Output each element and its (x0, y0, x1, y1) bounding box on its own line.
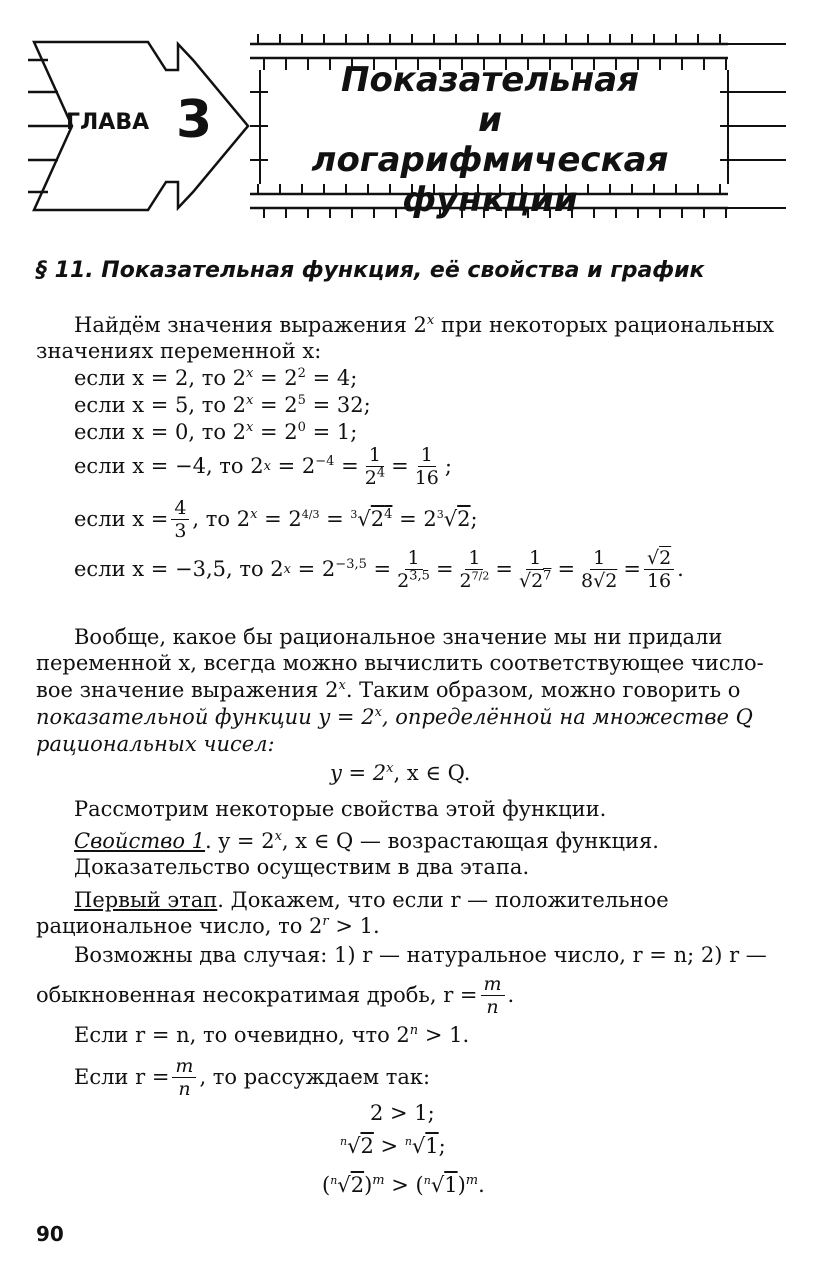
paragraph-2-line-3: вое значение выражения 2$^x$. Таким образом, можно говорить о (36, 678, 741, 702)
ex6-frac4: $\frac{1}{8√2}$ (581, 547, 618, 592)
stage-1-line-1 (74, 887, 669, 914)
section-title: § 11. Показательная функция, её свойства и график (36, 258, 705, 283)
ex6-math: = $2^{-3,5}$ = (290, 557, 392, 581)
if-r-equals-n: Если r = n, то очевидно, что $2^n > 1$. (74, 1023, 470, 1047)
formula-b: , x ∈ Q. (393, 761, 471, 785)
paragraph-2-line-2: переменной x, всегда можно вычислить соответствующее число- (36, 651, 764, 675)
stage1-l2-end: > 1. (328, 914, 380, 938)
chapter-title-line2: и логарифмическая (311, 100, 669, 180)
ex5-frac: $\frac{4}{3}$ (171, 497, 189, 542)
stage-1-line-2: рациональное число, то $2^r > 1$. (36, 914, 380, 938)
ex6-frac5: $\frac{√2}{16}$ (644, 547, 674, 592)
prop1-b: , x ∈ Q — возрастающая функция. (281, 829, 659, 853)
if-r-equals-m-n (74, 1055, 430, 1100)
p1-l1: Найдём значения выражения 2 (74, 313, 427, 337)
example-5 (74, 497, 478, 542)
chapter-label: ГЛАВА (66, 110, 150, 135)
property-1: Свойство 1. $y = 2^x$, x ∈ Q — возрастающая функция. (74, 829, 659, 853)
if-rmn-frac: $\frac{m}{n}$ (172, 1055, 196, 1100)
inequality-3: $(^n√2)^m > (^n√1)^m$. (322, 1173, 485, 1197)
ex5-a: если x = (74, 507, 169, 531)
if-rmn-end: , то рассуждаем так: (199, 1065, 431, 1089)
inequality-1: 2 > 1; (370, 1101, 435, 1125)
p2-l3-end: . Таким образом, можно говорить о (345, 678, 741, 702)
ex4-math: = $2^{-4}$ = (270, 454, 359, 478)
ex1-b: = 2 (253, 366, 298, 390)
formula-a: y = 2 (330, 761, 387, 785)
page-number: 90 (36, 1222, 64, 1246)
example-4: если x = −4, то 2 x = $2^{-4}$ = $\frac{1}{2^4}$ = $\frac{1}{16}$ ; (74, 444, 452, 489)
property-1-label: Свойство 1 (74, 829, 206, 853)
cases-l2: обыкновенная несократимая дробь, r = (36, 983, 478, 1007)
paragraph-3: Рассмотрим некоторые свойства этой функции. (74, 797, 607, 821)
prop1-a: . y = 2 (205, 829, 275, 853)
p2-l3: вое значение выражения 2 (36, 678, 339, 702)
if-rn-end: > 1. (418, 1023, 470, 1047)
ex3-b: = 2 (253, 420, 298, 444)
formula-center: $y = 2^x$, x ∈ Q. (330, 761, 471, 785)
if-rmn: Если r = (74, 1065, 170, 1089)
ex1-c: = 4; (305, 366, 358, 390)
p1-sup: x (426, 313, 435, 328)
chapter-number: 3 (176, 90, 213, 150)
paragraph-2-line-1: Вообще, какое бы рациональное значение мы ни придали (74, 625, 723, 649)
ex6-frac1: $\frac{1}{2^{3,5}}$ (397, 547, 430, 592)
ex6-frac2: $\frac{1}{2^{7/2}}$ (459, 547, 490, 592)
cases-frac: $\frac{m}{n}$ (481, 973, 505, 1018)
example-1: если x = 2, то $2^x = 2^2 = 4$; (74, 366, 358, 390)
ex4-frac2: $\frac{1}{16}$ (414, 444, 439, 489)
chapter-title-line3: функции (402, 180, 578, 220)
paragraph-1-line-1 (74, 312, 774, 339)
chapter-title-line1: Показательная (341, 60, 639, 100)
chapter-title (300, 60, 680, 220)
ex6-a: если x = −3,5, то 2 (74, 557, 284, 581)
if-rn: Если r = n, то очевидно, что 2 (74, 1023, 410, 1047)
ex3-a: если x = 0, то 2 (74, 420, 246, 444)
ex1-a: если x = 2, то 2 (74, 366, 246, 390)
ex2-a: если x = 5, то 2 (74, 393, 246, 417)
ex4-frac1: $\frac{1}{2^4}$ (364, 444, 386, 489)
ex3-c: = 1; (305, 420, 358, 444)
ex4-a: если x = −4, то 2 (74, 454, 264, 478)
stage-1-label: Первый этап (74, 888, 218, 912)
example-2: если x = 5, то $2^x = 2^5 = 32$; (74, 393, 371, 417)
ex5-math: , то $2^x = 2^{4/3} = ^3√2^4 = 2^3√2$; (192, 507, 478, 531)
stage1-a: . Докажем, что если r — положительное (217, 888, 669, 912)
ex2-c: = 32; (305, 393, 371, 417)
ex6-frac3: $\frac{1}{√2^7}$ (518, 547, 552, 592)
example-3: если x = 0, то $2^x = 2^0 = 1$; (74, 420, 358, 444)
ex2-b: = 2 (253, 393, 298, 417)
cases-line-2: обыкновенная несократимая дробь, r = $\frac{m}{n}$ . (36, 973, 515, 1018)
paragraph-2-line-4: показательной функции $y = 2^x$, определённой на множестве Q (36, 705, 753, 729)
p2-l4: показательной функции y = 2 (36, 705, 375, 729)
example-6: если x = −3,5, то 2 x = $2^{-3,5}$ = $\frac{1}{2^{3,5}}$ = $\frac{1}{2^{7/2}}$ = $\frac{1}{√2^7}$ = $\frac{1}{8√2}$ = $\frac{√2}{16}$ . (74, 547, 684, 592)
stage1-l2: рациональное число, то 2 (36, 914, 323, 938)
inequality-2: $^n$√2 > $^n$√1; (340, 1134, 446, 1158)
cases-line-1: Возможны два случая: 1) r — натуральное число, r = n; 2) r — (74, 943, 767, 967)
p1-l1-end: при некоторых рациональных (434, 313, 775, 337)
paragraph-2-line-5: рациональных чисел: (36, 732, 275, 756)
p2-l4-end: , определённой на множестве Q (381, 705, 753, 729)
paragraph-4: Доказательство осуществим в два этапа. (74, 855, 530, 879)
paragraph-1-line-2: значениях переменной x: (36, 339, 322, 363)
